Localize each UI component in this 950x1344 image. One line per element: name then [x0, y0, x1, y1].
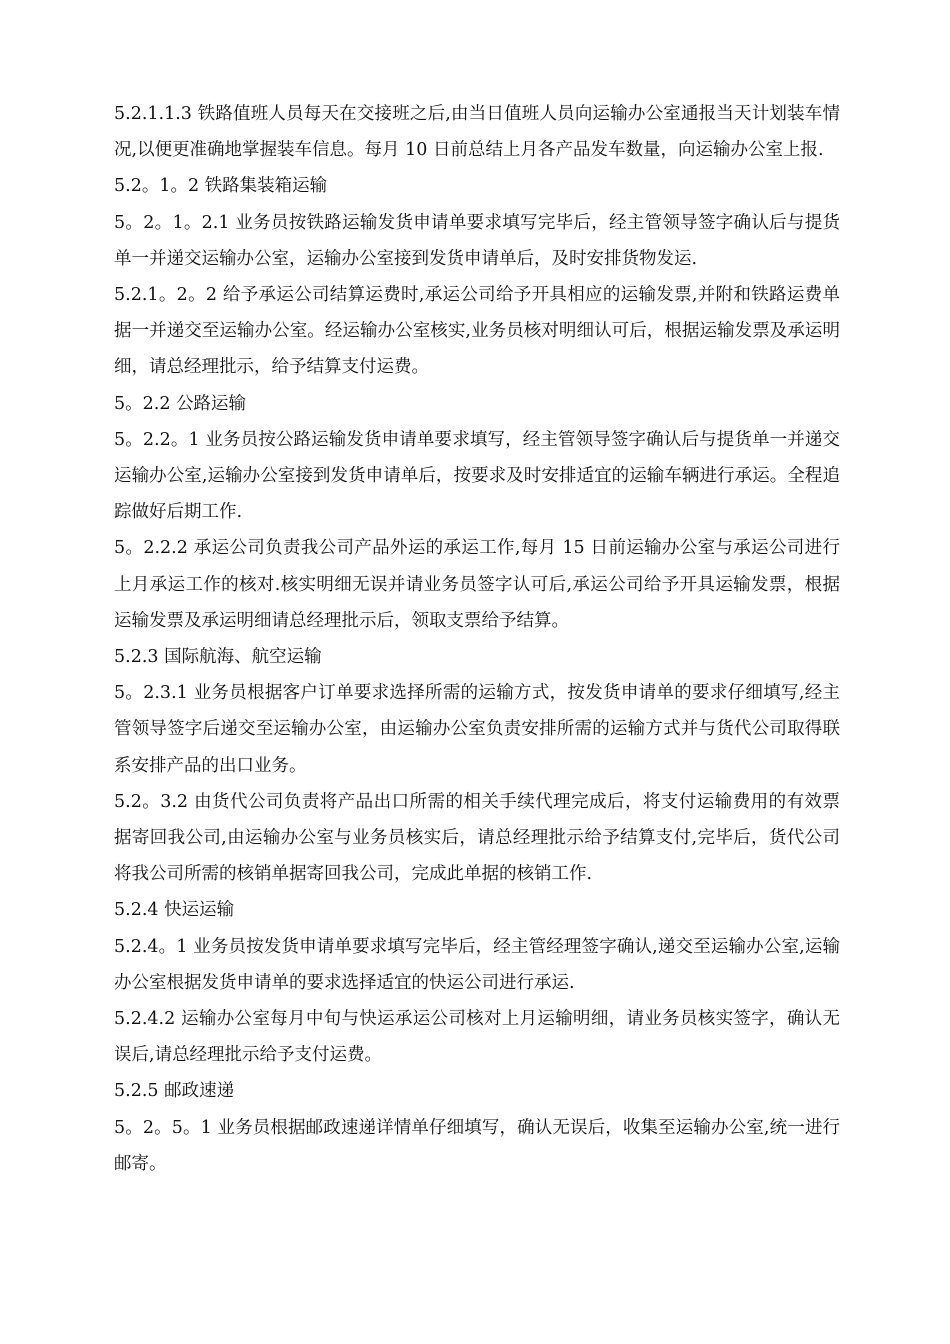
paragraph-5-2-1-2-1: 5。2。1。2.1 业务员按铁路运输发货申请单要求填写完毕后，经主管领导签字确认后与提货单一并递交运输办公室，运输办公室接到发货申请单后，及时安排货物发运. [114, 212, 840, 269]
paragraph-5-2-2-2: 5。2.2.2 承运公司负责我公司产品外运的承运工作,每月 15 日前运输办公室与承运公司进行上月承运工作的核对.核实明细无误并请业务员签字认可后,承运公司给予开具运输发票，根据运输发票及承运明细请总经理批示后，领取支票给予结算。 [114, 538, 840, 631]
document-page [114, 96, 840, 1182]
paragraph-5-2-4-1: 5.2.4。1 业务员按发货申请单要求填写完毕后，经主管经理签字确认,递交至运输办公室,运输办公室根据发货申请单的要求选择适宜的快运公司进行承运. [114, 936, 840, 993]
paragraph-5-2-5-1: 5。2。5。1 业务员根据邮政速递详情单仔细填写，确认无误后，收集至运输办公室,统一进行邮寄。 [114, 1117, 840, 1174]
heading-5-2-3: 5.2.3 国际航海、航空运输 [114, 647, 322, 668]
paragraph-5-2-2-1: 5。2.2。1 业务员按公路运输发货申请单要求填写，经主管领导签字确认后与提货单一并递交运输办公室,运输办公室接到发货申请单后，按要求及时安排适宜的运输车辆进行承运。全程追踪做好后期工作. [114, 429, 840, 523]
heading-5-2-4: 5.2.4 快运运输 [114, 900, 235, 921]
heading-5-2-1-2: 5.2。1。2 铁路集装箱运输 [114, 176, 328, 197]
heading-5-2-2: 5。2.2 公路运输 [114, 393, 247, 414]
paragraph-5-2-3-2: 5.2。3.2 由货代公司负责将产品出口所需的相关手续代理完成后，将支付运输费用的有效票据寄回我公司,由运输办公室与业务员核实后，请总经理批示给予结算支付,完毕后，货代公司将我公司所需的核销单据寄回我公司，完成此单据的核销工作. [114, 791, 840, 885]
heading-5-2-5: 5.2.5 邮政速递 [114, 1081, 235, 1102]
paragraph-5-2-3-1: 5。2.3.1 业务员根据客户订单要求选择所需的运输方式，按发货申请单的要求仔细填写,经主管领导签字后递交至运输办公室，由运输办公室负责安排所需的运输方式并与货代公司取得联系安排产品的出口业务。 [114, 683, 840, 776]
paragraph-5-2-1-2-2: 5.2.1。2。2 给予承运公司结算运费时,承运公司给予开具相应的运输发票,并附和铁路运费单据一并递交至运输办公室。经运输办公室核实,业务员核对明细认可后，根据运输发票及承运明细，请总经理批示，给予结算支付运费。 [114, 285, 840, 378]
paragraph-5-2-1-1-3: 5.2.1.1.3 铁路值班人员每天在交接班之后,由当日值班人员向运输办公室通报当天计划装车情况,以便更准确地掌握装车信息。每月 10 日前总结上月各产品发车数量，向运输办公室上报. [114, 104, 840, 161]
paragraph-5-2-4-2: 5.2.4.2 运输办公室每月中旬与快运承运公司核对上月运输明细，请业务员核实签字，确认无误后,请总经理批示给予支付运费。 [114, 1009, 840, 1066]
